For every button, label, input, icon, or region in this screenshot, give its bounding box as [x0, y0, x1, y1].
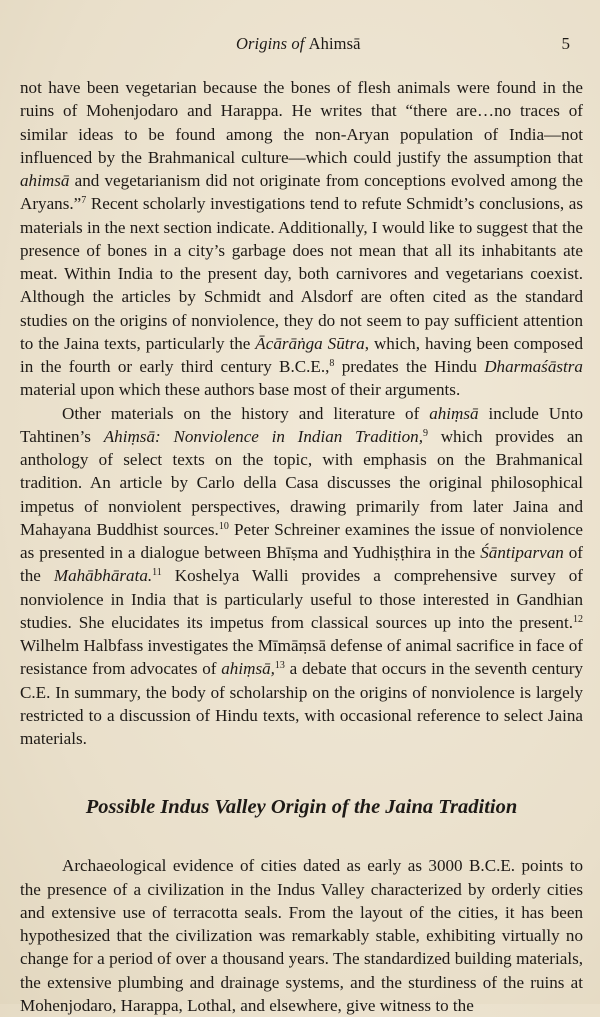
text-run: include Unto Tahtinen’s	[20, 403, 583, 446]
text-run: Wilhelm Halbfass investigates the Mīmāṃsā defense of animal sacrifice in face of resistance from advocates of	[20, 636, 583, 679]
italic-term: ahiṃsā	[429, 403, 479, 423]
italic-term: ahiṃsā,	[221, 659, 275, 679]
text-run: and vegetarianism did not originate from conceptions evolved among the Aryans.”	[20, 171, 583, 214]
text-run: not have been vegetarian because the bones of flesh animals were found in the ruins of Mohenjodaro and Harappa. He writes that “there are…no traces of similar ideas to be found among the non-Aryan population of India—not influenced by the Brahmanical culture—which could justify the assumption that	[20, 78, 583, 167]
text-run: of the	[20, 543, 583, 586]
italic-title: Ahiṃsā: Nonviolence in Indian Tradition,	[103, 426, 423, 446]
text-run: material upon which these authors base most of their arguments.	[20, 380, 461, 400]
paragraph-2	[20, 402, 583, 751]
footnote-ref: 10	[218, 520, 229, 532]
text-run: Recent scholarly investigations tend to refute Schmidt’s conclusions, as materials in the next section indicate. Additionally, I would like to suggest that the presence of bones in a city’s garbage does not mean that all its inhabitants ate meat. Within India to the present day, both carnivores and vegetarians coexist. Although the articles by Schmidt and Alsdorf are often cited as the standard studies on the origins of nonviolence, they do not seem to pay sufficient attention to the Jaina texts, particularly the	[20, 194, 583, 353]
footnote-ref: 9	[422, 427, 428, 439]
text-run: Other materials on the history and literature of	[62, 403, 430, 423]
italic-title: Mahābhārata.	[53, 566, 153, 586]
italic-title: Dharmaśāstra	[484, 357, 583, 376]
text-run: predates the Hindu	[334, 357, 485, 376]
running-head	[236, 34, 361, 54]
section-heading: Possible Indus Valley Origin of the Jaina Tradition	[85, 796, 518, 819]
italic-term: ahimsā	[20, 171, 70, 190]
page-number: 5	[561, 34, 570, 53]
text-run: Peter Schreiner examines the issue of nonviolence as presented in a dialogue between Bhīṣma and Yudhiṣṭhira in the	[20, 519, 584, 562]
footnote-ref: 8	[329, 358, 335, 369]
italic-title: Ācārāṅga Sūtra	[255, 333, 365, 353]
page-body	[20, 76, 583, 1017]
running-head-italic: Origins of	[236, 34, 309, 53]
footnote-ref: 13	[274, 660, 285, 672]
italic-title: Śāntiparvan	[480, 543, 564, 562]
text-run: , which, having been composed in the fourth or early third century B.C.E.,	[20, 333, 583, 376]
footnote-ref: 11	[152, 567, 162, 579]
text-run: a debate that occurs in the seventh century C.E. In summary, the body of scholarship on the origins of nonviolence is largely restricted to a discussion of Hindu texts, with occasional reference to select Jaina materials.	[20, 659, 583, 748]
footnote-ref: 12	[573, 613, 583, 625]
text-run: which provides an anthology of select texts on the topic, with emphasis on the Brahmanical tradition. An article by Carlo della Casa discusses the original philosophical impetus of nonviolent perspectives, drawing primarily from later Jaina and Mahayana Buddhist sources.	[20, 426, 583, 539]
footnote-ref: 7	[81, 195, 87, 207]
paragraph-1	[20, 76, 583, 402]
running-head-plain: Ahimsā	[308, 34, 361, 53]
paragraph-3: Archaeological evidence of cities dated as early as 3000 B.C.E. points to the presence of a civilization in the Indus Valley characterized by orderly cities and extensive use of terracotta seals. From the layout of the cities, it has been hypothesized that the civilization was remarkably stable, exhibiting virtually no change for a period of over a thousand years. The standardized building materials, the extensive plumbing and drainage systems, and the sturdiness of the ruins at Mohenjodaro, Harappa, Lothal, and elsewhere, give witness to the	[20, 856, 583, 1015]
page-header	[0, 30, 600, 56]
text-run: Koshelya Walli provides a comprehensive survey of nonviolence in India that is particularly useful to those interested in Gandhian studies. She elucidates its impetus from classical sources up into the present.	[20, 566, 583, 632]
